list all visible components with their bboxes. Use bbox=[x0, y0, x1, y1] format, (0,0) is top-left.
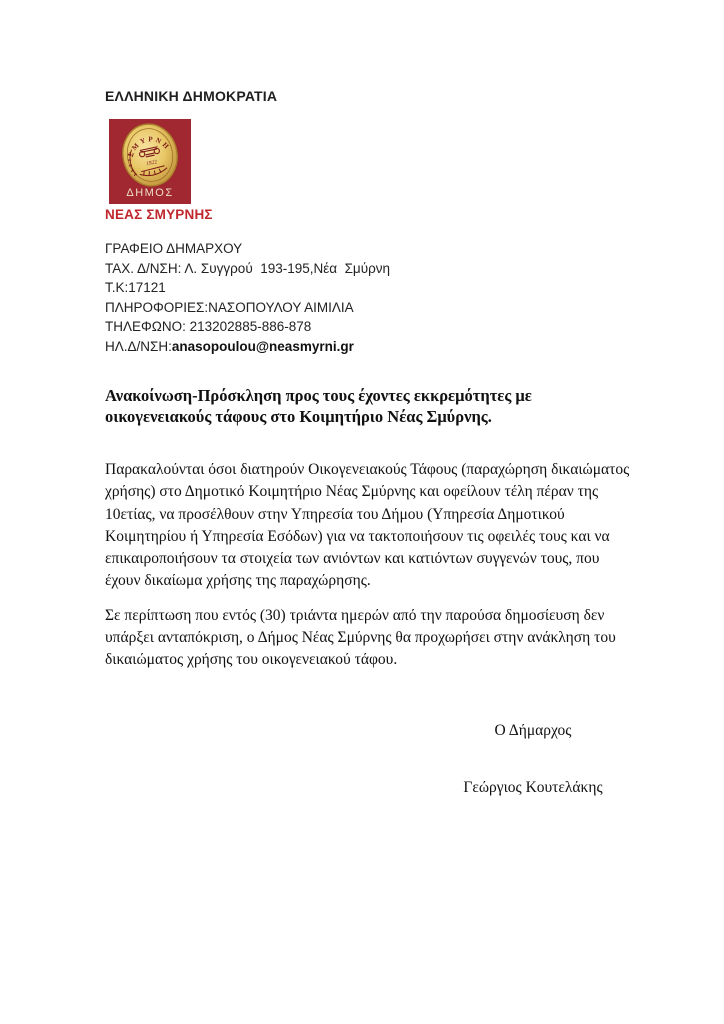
contact-block bbox=[105, 239, 637, 356]
contact-email-value: anasopoulou@neasmyrni.gr bbox=[171, 338, 354, 354]
republic-heading: ΕΛΛΗΝΙΚΗ ΔΗΜΟΚΡΑΤΙΑ bbox=[105, 88, 278, 104]
document-content bbox=[105, 88, 637, 797]
logo-municipality-name: ΝΕΑΣ ΣΜΥΡΝΗΣ bbox=[105, 207, 213, 222]
body-paragraph-1: Παρακαλούνται όσοι διατηρούν Οικογενειακούς Τάφους (παραχώρηση δικαιώματος χρήσης) στο Δημοτικό Κοιμητήριο Νέας Σμύρνης και οφείλουν τέλη πέραν της 10ετίας, να προσέλθουν στην Υπηρεσία του Δήμου (Υπηρεσία Δημοτικού Κοιμητηρίου ή Υπηρεσία Εσόδων) για να τακτοποιήσουν τις οφειλές τους και να επικαιροποιήσουν τα στοιχεία των ανιόντων και κατιόντων συγγενών τους, που έχουν δικαίωμα χρήσης της παραχώρησης. bbox=[105, 461, 630, 590]
contact-info-person: ΠΛΗΡΟΦΟΡΙΕΣ:ΝΑΣΟΠΟΥΛΟΥ ΑΙΜΙΛΙΑ bbox=[105, 299, 354, 315]
contact-address: ΤΑΧ. Δ/ΝΣΗ: Λ. Συγγρού 193-195,Νέα Σμύρνη bbox=[105, 260, 391, 276]
municipal-seal-icon bbox=[117, 122, 183, 188]
logo-dimos-label: ΔΗΜΟΣ bbox=[126, 187, 174, 199]
signature-name: Γεώργιος Κουτελάκης bbox=[463, 778, 603, 796]
contact-postal-code: Τ.Κ:17121 bbox=[105, 280, 166, 295]
signature-block bbox=[427, 722, 639, 797]
contact-office: ΓΡΑΦΕΙΟ ΔΗΜΑΡΧΟΥ bbox=[105, 241, 243, 256]
body-paragraph-2: Σε περίπτωση που εντός (30) τριάντα ημερών από την παρούσα δημοσίευση δεν υπάρξει ανταπόκριση, ο Δήμος Νέας Σμύρνης θα προχωρήσει στην ανάκληση του δικαιώματος χρήσης του οικογενειακού τάφου. bbox=[105, 606, 616, 669]
logo-red-square bbox=[109, 119, 191, 204]
contact-email-label: ΗΛ.Δ/ΝΣΗ: bbox=[105, 338, 172, 354]
svg-text:1922: 1922 bbox=[145, 159, 158, 168]
signature-role: Ο Δήμαρχος bbox=[494, 721, 572, 739]
contact-phone: ΤΗΛΕΦΩΝΟ: 213202885-886-878 bbox=[105, 319, 312, 334]
municipality-logo bbox=[105, 119, 213, 222]
svg-text:ΣΜΥΡΝΗ: ΣΜΥΡΝΗ bbox=[126, 135, 172, 159]
announcement-title: Ανακοίνωση-Πρόσκληση προς τους έχοντες εκκρεμότητες με οικογενειακούς τάφους στο Κοιμητήριο Νέας Σμύρνης. bbox=[105, 386, 532, 426]
contact-email-line bbox=[105, 337, 637, 357]
